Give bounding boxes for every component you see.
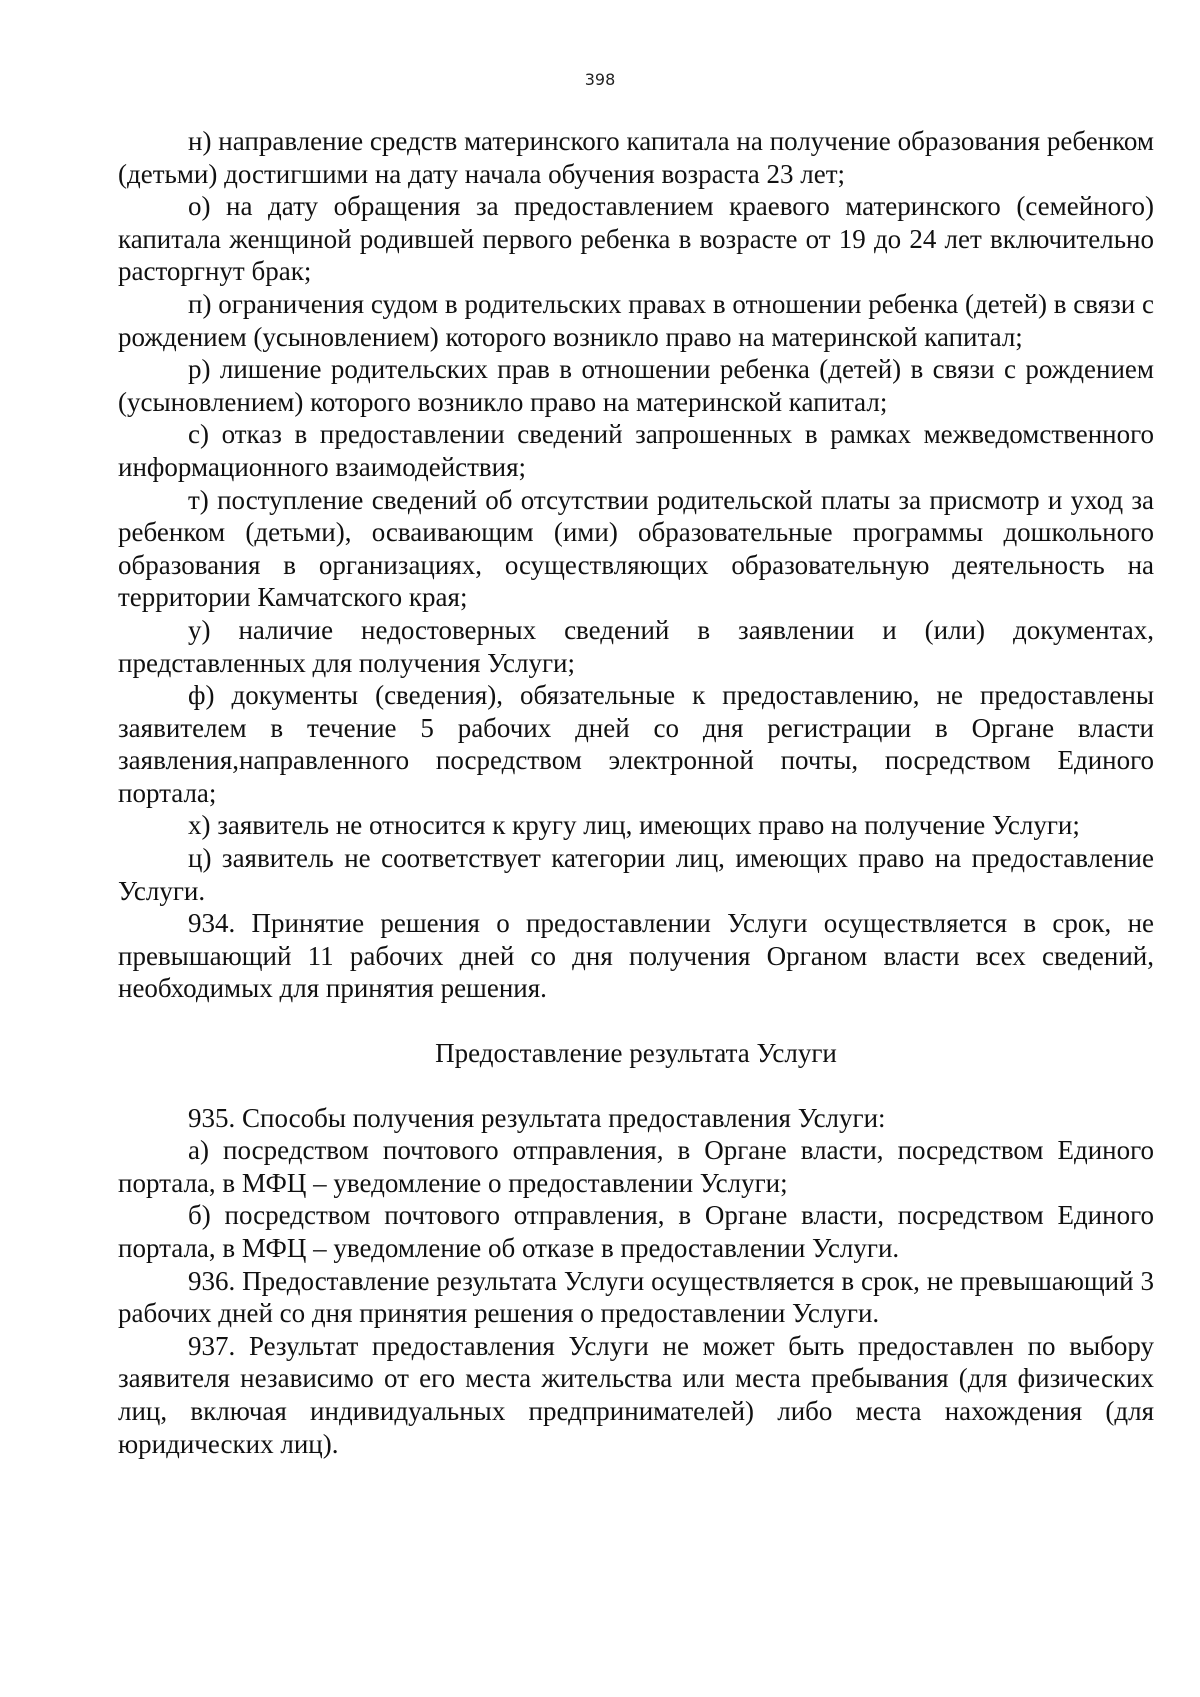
document-body bbox=[118, 125, 1154, 1460]
paragraph-item-ts: ц) заявитель не соответствует категории лиц, имеющих право на предоставление Услуги. bbox=[118, 843, 1154, 906]
paragraph-item-p: п) ограничения судом в родительских правах в отношении ребенка (детей) в связи с рождением (усыновлением) которого возникло право на материнской капитал; bbox=[118, 288, 1154, 352]
paragraph-item-f: ф) документы (сведения), обязательные к предоставлению, не предоставлены заявителем в течение 5 рабочих дней со дня регистрации в Органе власти заявления,направленного посредством электронной почты, посредством Единого портала; bbox=[118, 680, 1154, 808]
paragraph-item-o: о) на дату обращения за предоставлением краевого материнского (семейного) капитала женщиной родившей первого ребенка в возрасте от 19 до 24 лет включительно расторгнут брак; bbox=[118, 191, 1154, 287]
paragraph-935: 935. Способы получения результата предоставления Услуги: bbox=[188, 1102, 886, 1133]
paragraph-item-t: т) поступление сведений об отсутствии родительской платы за присмотр и уход за ребенком (детьми), осваивающим (ими) образовательные программы дошкольного образования в организациях, осуществляющих образовательную деятельность на территории Камчатского края; bbox=[118, 484, 1154, 613]
paragraph-item-b: б) посредством почтового отправления, в Органе власти, посредством Единого портала, в МФЦ – уведомление об отказе в предоставлении Услуги. bbox=[118, 1200, 1154, 1263]
paragraph-item-s: с) отказ в предоставлении сведений запрошенных в рамках межведомственного информационного взаимодействия; bbox=[118, 419, 1154, 482]
paragraph-item-r: р) лишение родительских прав в отношении ребенка (детей) в связи с рождением (усыновлением) которого возникло право на материнской капитал; bbox=[118, 354, 1154, 417]
paragraph-item-kh: х) заявитель не относится к кругу лиц, имеющих право на получение Услуги; bbox=[188, 810, 1080, 841]
section-heading: Предоставление результата Услуги bbox=[435, 1038, 837, 1069]
paragraph-item-u: у) наличие недостоверных сведений в заявлении и (или) документах, представленных для получения Услуги; bbox=[118, 614, 1154, 678]
paragraph-937: 937. Результат предоставления Услуги не может быть предоставлен по выбору заявителя независимо от его места жительства или места пребывания (для физических лиц, включая индивидуальных предпринимателей) либо места нахождения (для юридических лиц). bbox=[118, 1330, 1154, 1459]
paragraph-934: 934. Принятие решения о предоставлении Услуги осуществляется в срок, не превышающий 11 рабочих дней со дня получения Органом власти всех сведений, необходимых для принятия решения. bbox=[118, 908, 1154, 1004]
paragraph-item-a: а) посредством почтового отправления, в Органе власти, посредством Единого портала, в МФЦ – уведомление о предоставлении Услуги; bbox=[118, 1135, 1154, 1198]
paragraph-936: 936. Предоставление результата Услуги осуществляется в срок, не превышающий 3 рабочих дней со дня принятия решения о предоставлении Услуги. bbox=[118, 1265, 1154, 1329]
paragraph-item-n: н) направление средств материнского капитала на получение образования ребенком (детьми) достигшими на дату начала обучения возраста 23 лет; bbox=[118, 126, 1154, 189]
page-number: 398 bbox=[584, 70, 616, 89]
